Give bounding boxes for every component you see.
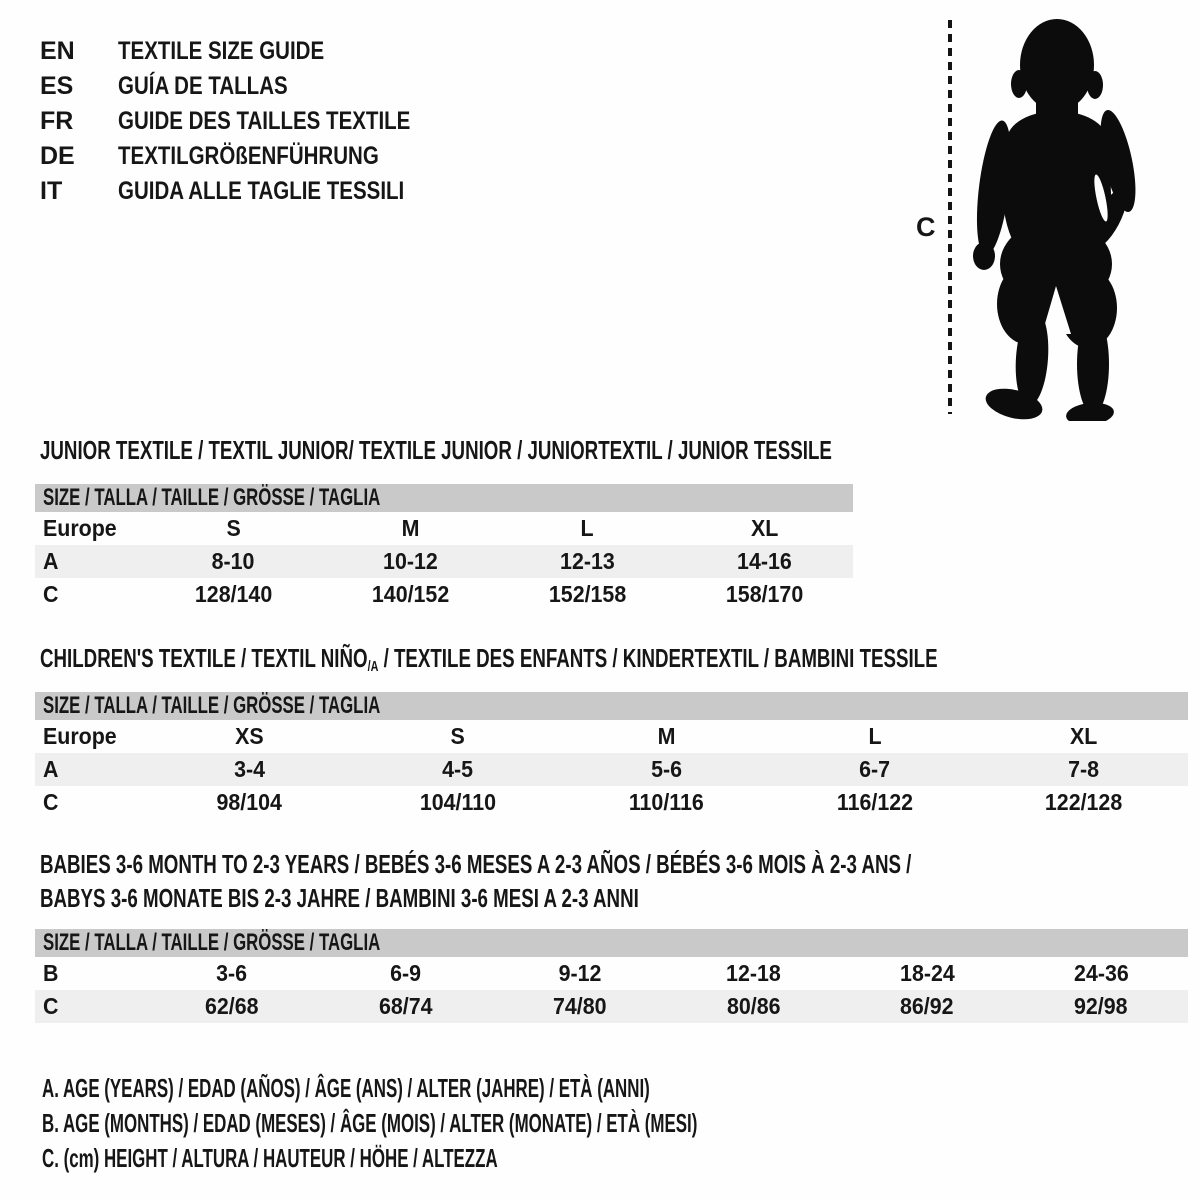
children-size-table xyxy=(35,692,1188,819)
size-value xyxy=(145,512,322,545)
language-code: DE xyxy=(40,142,75,170)
size-value xyxy=(145,545,322,578)
cell-text: A xyxy=(43,548,59,574)
height-measure-line xyxy=(948,20,952,414)
size-value xyxy=(145,786,354,819)
table-row xyxy=(35,753,1188,786)
size-value xyxy=(322,545,499,578)
row-label xyxy=(35,957,145,990)
table-row xyxy=(35,720,1188,753)
size-table-header-text: SIZE / TALLA / TAILLE / GRÖSSE / TAGLIA xyxy=(43,929,381,956)
cell-text: XL xyxy=(750,515,779,541)
size-value xyxy=(979,753,1188,786)
cell-text: 68/74 xyxy=(378,993,433,1019)
table-row xyxy=(35,545,853,578)
cell-text: L xyxy=(868,723,882,749)
babies-section-title-line2 xyxy=(40,884,872,912)
cell-text: 10-12 xyxy=(383,548,438,574)
size-value xyxy=(771,720,980,753)
cell-text: 116/122 xyxy=(837,789,914,815)
cell-text: 9-12 xyxy=(558,960,601,986)
junior-section-title xyxy=(40,436,1140,464)
language-code: EN xyxy=(40,37,75,65)
cell-text: 5-6 xyxy=(651,756,682,782)
cell-text: A xyxy=(43,756,59,782)
legend-line-a xyxy=(42,1071,1050,1106)
size-value xyxy=(840,990,1014,1023)
size-value xyxy=(354,786,563,819)
size-value xyxy=(979,786,1188,819)
size-table-header-text: SIZE / TALLA / TAILLE / GRÖSSE / TAGLIA xyxy=(43,692,381,719)
table-row xyxy=(35,512,853,545)
size-value xyxy=(322,578,499,611)
legend-line-b-text: B. AGE (MONTHS) / EDAD (MESES) / ÂGE (MOIS) / ALTER (MONATE) / ETÀ (MESI) xyxy=(42,1108,698,1138)
size-value xyxy=(771,786,980,819)
table-row xyxy=(35,990,1188,1023)
size-value xyxy=(319,957,493,990)
cell-text: 80/86 xyxy=(726,993,781,1019)
cell-text: M xyxy=(401,515,420,541)
cell-text: C xyxy=(43,789,59,815)
size-value xyxy=(562,786,771,819)
row-label xyxy=(35,720,145,753)
size-table-header-bar xyxy=(35,929,1188,957)
nino-a-subscript: /A xyxy=(367,658,379,675)
language-title: GUIDA ALLE TAGLIE TESSILI xyxy=(118,177,405,205)
cell-text: 8-10 xyxy=(212,548,255,574)
cell-text: 158/170 xyxy=(725,581,804,607)
size-value xyxy=(319,990,493,1023)
language-row xyxy=(40,34,475,69)
junior-section-title-text: JUNIOR TEXTILE / TEXTIL JUNIOR/ TEXTILE JUNIOR / JUNIORTEXTIL / JUNIOR TESSILE xyxy=(40,435,832,465)
table-row xyxy=(35,786,1188,819)
size-value xyxy=(1014,990,1188,1023)
language-code: ES xyxy=(40,72,74,100)
size-table-header-bar xyxy=(35,484,853,512)
size-value xyxy=(666,957,840,990)
table-row xyxy=(35,957,1188,990)
cell-text: 110/116 xyxy=(629,789,704,815)
cell-text: C xyxy=(43,581,59,607)
children-section-title-text: CHILDREN'S TEXTILE / TEXTIL NIÑO/A / TEXTILE DES ENFANTS / KINDERTEXTIL / BAMBINI TESSILE xyxy=(40,643,938,675)
size-value xyxy=(145,753,354,786)
size-value xyxy=(493,957,667,990)
cell-text: 62/68 xyxy=(205,993,259,1019)
size-value xyxy=(322,512,499,545)
cell-text: 24-36 xyxy=(1073,960,1129,986)
language-title: TEXTILE SIZE GUIDE xyxy=(118,37,325,65)
cell-text: 74/80 xyxy=(552,993,607,1019)
size-table-header-bar xyxy=(35,692,1188,720)
language-title: GUIDE DES TAILLES TEXTILE xyxy=(118,107,411,135)
size-value xyxy=(676,512,853,545)
size-value xyxy=(499,578,676,611)
cell-text: XL xyxy=(1070,723,1098,749)
children-table-body xyxy=(35,720,1188,819)
cell-text: S xyxy=(226,515,241,541)
language-row xyxy=(40,139,475,174)
measurement-legend xyxy=(42,1071,1050,1176)
table-row xyxy=(35,578,853,611)
legend-line-c xyxy=(42,1141,1050,1176)
size-value xyxy=(666,990,840,1023)
size-value xyxy=(676,545,853,578)
babies-section-title-line1 xyxy=(40,850,1200,878)
measure-label-c: C xyxy=(916,212,936,242)
cell-text: 140/152 xyxy=(371,581,450,607)
size-value xyxy=(771,753,980,786)
cell-text: S xyxy=(450,723,466,749)
language-row xyxy=(40,174,475,209)
row-label xyxy=(35,786,145,819)
size-value xyxy=(562,753,771,786)
size-value xyxy=(499,512,676,545)
cell-text: 86/92 xyxy=(900,993,955,1019)
language-code: IT xyxy=(40,177,63,205)
cell-text: 122/128 xyxy=(1045,789,1123,815)
cell-text: 104/110 xyxy=(419,789,496,815)
cell-text: M xyxy=(657,723,676,749)
row-label xyxy=(35,990,145,1023)
cell-text: 14-16 xyxy=(737,548,792,574)
row-label xyxy=(35,578,145,611)
children-section-title xyxy=(40,644,1200,677)
size-value xyxy=(676,578,853,611)
legend-line-c-text: C. (cm) HEIGHT / ALTURA / HAUTEUR / HÖHE / ALTEZZA xyxy=(42,1143,498,1173)
size-value xyxy=(145,720,354,753)
cell-text: 18-24 xyxy=(899,960,955,986)
babies-table-body xyxy=(35,957,1188,1023)
size-value xyxy=(354,753,563,786)
size-value xyxy=(562,720,771,753)
cell-text: 4-5 xyxy=(442,756,474,782)
junior-table-body xyxy=(35,512,853,611)
toddler-silhouette-icon xyxy=(972,16,1137,421)
cell-text: 92/98 xyxy=(1074,993,1128,1019)
size-value xyxy=(1014,957,1188,990)
cell-text: Europe xyxy=(43,723,117,749)
cell-text: L xyxy=(580,515,595,541)
language-title: TEXTILGRÖßENFÜHRUNG xyxy=(118,142,379,170)
language-row xyxy=(40,69,475,104)
junior-size-table xyxy=(35,484,853,611)
size-table-header-text: SIZE / TALLA / TAILLE / GRÖSSE / TAGLIA xyxy=(43,484,381,511)
language-row xyxy=(40,104,475,139)
cell-text: 3-6 xyxy=(216,960,248,986)
cell-text: 7-8 xyxy=(1068,756,1100,782)
size-value xyxy=(840,957,1014,990)
cell-text: B xyxy=(43,960,59,986)
cell-text: 6-7 xyxy=(859,756,891,782)
cell-text: 12-18 xyxy=(726,960,781,986)
size-value xyxy=(493,990,667,1023)
babies-size-table xyxy=(35,929,1188,1023)
size-value xyxy=(145,578,322,611)
row-label xyxy=(35,753,145,786)
cell-text: C xyxy=(43,993,59,1019)
size-value xyxy=(145,957,319,990)
language-title-block xyxy=(40,34,475,209)
babies-section-title-text1: BABIES 3-6 MONTH TO 2-3 YEARS / BEBÉS 3-6 MESES A 2-3 AÑOS / BÉBÉS 3-6 MOIS À 2-3 ANS / xyxy=(40,849,912,879)
cell-text: 12-13 xyxy=(560,548,615,574)
cell-text: 3-4 xyxy=(233,756,265,782)
legend-line-a-text: A. AGE (YEARS) / EDAD (AÑOS) / ÂGE (ANS) / ALTER (JAHRE) / ETÀ (ANNI) xyxy=(42,1073,650,1103)
cell-text: 6-9 xyxy=(390,960,422,986)
cell-text: Europe xyxy=(43,515,117,541)
size-value xyxy=(979,720,1188,753)
cell-text: 98/104 xyxy=(216,789,283,815)
row-label xyxy=(35,512,145,545)
babies-section-title-text2: BABYS 3-6 MONATE BIS 2-3 JAHRE / BAMBINI 3-6 MESI A 2-3 ANNI xyxy=(40,883,639,913)
language-title: GUÍA DE TALLAS xyxy=(118,72,288,100)
size-value xyxy=(145,990,319,1023)
language-code: FR xyxy=(40,107,74,135)
size-value xyxy=(354,720,563,753)
legend-line-b xyxy=(42,1106,1050,1141)
row-label xyxy=(35,545,145,578)
cell-text: 152/158 xyxy=(548,581,627,607)
cell-text: XS xyxy=(235,723,264,749)
size-value xyxy=(499,545,676,578)
cell-text: 128/140 xyxy=(194,581,273,607)
